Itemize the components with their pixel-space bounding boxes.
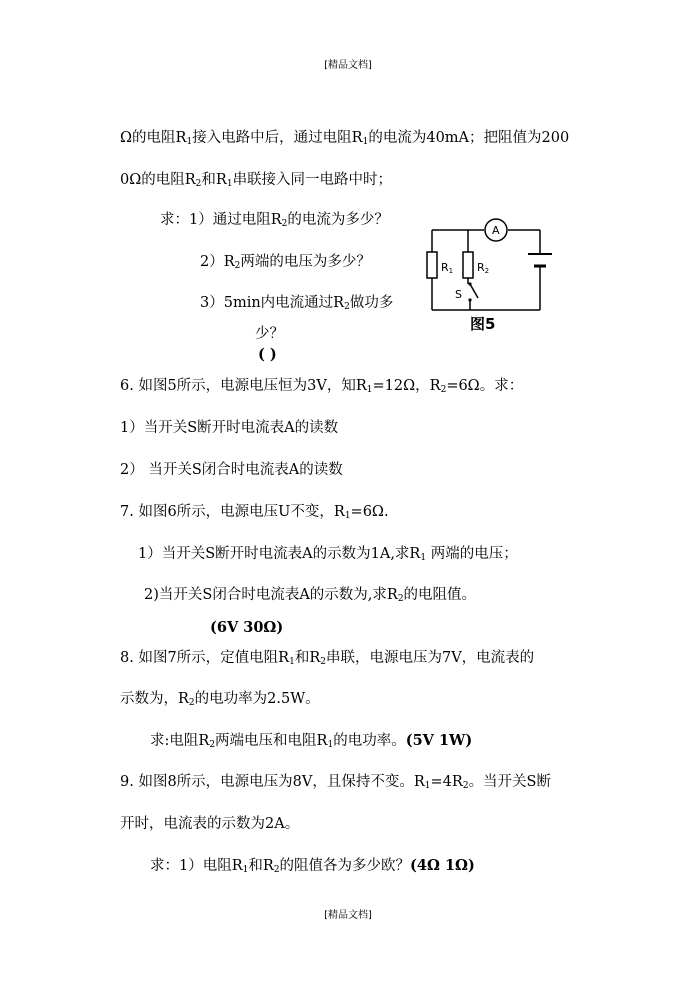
question-6: 6. 如图5所示，电源电压恒为3V，知$R_1=12\Omega$，$R_2=6\Omega$。求： xyxy=(120,378,524,395)
switch-label: S xyxy=(455,288,462,301)
r1-label: R1 xyxy=(441,261,454,275)
page-header: [精品文档] xyxy=(324,60,372,71)
text-line-1: Ω的电阻$R_1$接入电路中后，通过电阻$R_1$的电流为40mA；把阻值为200 xyxy=(120,130,570,147)
question-6-part-1: 1）当开关S断开时电流表A的读数 xyxy=(120,420,339,436)
page-footer: [精品文档] xyxy=(324,910,372,921)
question-7: 7. 如图6所示，电源电压U不变，$R_1=6\Omega$. xyxy=(120,504,389,521)
question-9-line-2: 开时，电流表的示数为2A。 xyxy=(120,816,300,832)
figure-caption: 图5 xyxy=(470,315,496,333)
ammeter-label: A xyxy=(492,224,500,237)
question-9: 9. 如图8所示，电源电压为8V，且保持不变。$R_1=4R_2$。当开关S断 xyxy=(120,774,551,791)
text-line-5: 3）5min内电流通过$R_2$做功多 xyxy=(200,295,394,312)
circuit-figure-5 xyxy=(424,214,560,338)
question-8: 8. 如图7所示，定值电阻$R_1$和$R_2$串联，电源电压为7V，电流表的 xyxy=(120,650,535,667)
question-8-ask: 求:电阻$R_2$两端电压和电阻$R_1$的电功率。(5V 1W) xyxy=(150,732,473,750)
text-line-2: 0Ω的电阻$R_2$和$R_1$串联接入同一电路中时； xyxy=(120,172,393,189)
question-7-answer: (6V 30Ω) xyxy=(210,619,284,636)
question-7-part-2: 2)当开关S闭合时电流表A的示数为,求$R_2$的电阻值。 xyxy=(144,587,477,604)
text-line-3: 求：1）通过电阻$R_2$的电流为多少？ xyxy=(160,212,389,229)
text-line-6: 少？ xyxy=(255,326,284,342)
question-7-part-1: 1）当开关S断开时电流表A的示数为1A,求$R_1$ 两端的电压； xyxy=(138,546,518,563)
question-8-line-2: 示数为，$R_2$的电功率为2.5W。 xyxy=(120,691,320,708)
question-6-part-2: 2） 当开关S闭合时电流表A的读数 xyxy=(120,462,343,478)
answer-placeholder: ( ) xyxy=(258,346,277,363)
question-9-ask: 求：1）电阻$R_1$和$R_2$的阻值各为多少欧？(4Ω 1Ω) xyxy=(150,857,475,875)
r2-label: R2 xyxy=(477,261,490,275)
text-line-4: $2)R_2$两端的电压为多少？ xyxy=(200,254,371,271)
